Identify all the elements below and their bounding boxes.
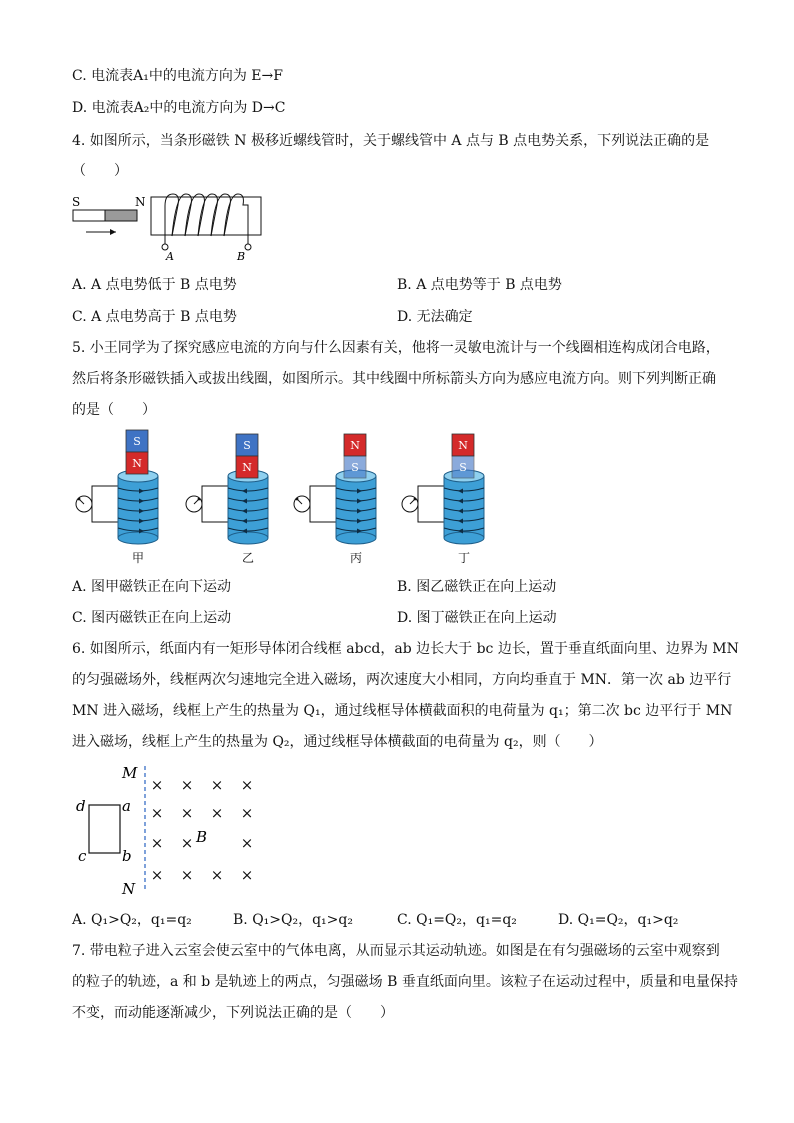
boundary-m-label: M xyxy=(122,764,138,782)
magnet-s-half xyxy=(73,210,105,221)
field-b-label: B xyxy=(196,828,208,846)
panel-1 xyxy=(76,430,158,565)
q6-stem-line-1: 6. 如图所示，纸面内有一矩形导体闭合线框 abcd，ab 边长大于 bc 边长，置于垂直纸面向里、边界为 MN xyxy=(72,641,739,657)
motion-arrow-icon xyxy=(86,229,116,235)
circuit-wire xyxy=(92,486,118,522)
corner-a-label: a xyxy=(122,797,131,815)
field-cross: × xyxy=(150,866,164,884)
circuit-wire xyxy=(418,486,444,522)
field-cross: × xyxy=(240,866,254,884)
q4-stem-line-1: 4. 如图所示，当条形磁铁 N 极移近螺线管时，关于螺线管中 A 点与 B 点电势关系，下列说法正确的是 xyxy=(72,133,710,149)
field-cross: × xyxy=(210,866,224,884)
field-cross: × xyxy=(240,776,254,794)
q5-coil-figure xyxy=(70,428,500,568)
coil-bottom xyxy=(444,532,484,544)
q3-option-c: C. 电流表A₁中的电流方向为 E→F xyxy=(72,68,283,84)
q6-option-c: C. Q₁=Q₂，q₁=q₂ xyxy=(397,912,517,928)
boundary-n-label: N xyxy=(122,880,136,898)
q5-stem-line-3: 的是（ ） xyxy=(72,402,156,418)
panel-caption: 丁 xyxy=(457,551,471,565)
magnet-n-label: N xyxy=(135,195,146,209)
q5-stem-line-1: 5. 小王同学为了探究感应电流的方向与什么因素有关，他将一灵敏电流计与一个线圈相连构成闭合电路， xyxy=(72,340,720,356)
circuit-wire xyxy=(202,486,228,522)
q6-option-b: B. Q₁>Q₂，q₁>q₂ xyxy=(233,912,353,928)
q5-option-c: C. 图丙磁铁正在向上运动 xyxy=(72,610,232,626)
magnet-top-label: S xyxy=(133,435,141,448)
q6-stem-line-2: 的匀强磁场外，线框两次匀速地完全进入磁场，两次速度大小相同，方向均垂直于 MN．第一次 ab 边平行 xyxy=(72,672,732,688)
field-cross: × xyxy=(180,834,194,852)
q5-option-b: B. 图乙磁铁正在向上运动 xyxy=(397,579,557,595)
q6-field-figure xyxy=(72,760,272,900)
magnet-bottom-label: N xyxy=(132,457,142,470)
q4-stem-line-2: （ ） xyxy=(72,163,128,179)
coil-body xyxy=(444,476,484,538)
magnet-n-half xyxy=(105,210,137,221)
coil-body xyxy=(336,476,376,538)
point-a-label: A xyxy=(166,250,174,262)
field-cross: × xyxy=(210,804,224,822)
q7-stem-line-3: 不变，而动能逐渐减少，下列说法正确的是（ ） xyxy=(72,1005,394,1021)
magnet-bottom-label: S xyxy=(459,461,467,474)
panel-4 xyxy=(402,434,484,565)
rectangular-loop xyxy=(89,805,120,853)
needle-tip xyxy=(414,498,417,501)
magnet-s-label: S xyxy=(72,195,81,209)
needle-tip xyxy=(78,498,81,501)
q5-stem-line-2: 然后将条形磁铁插入或拔出线圈，如图所示。其中线圈中所标箭头方向为感应电流方向。则下列判断正确 xyxy=(72,371,716,387)
q7-stem-line-1: 7. 带电粒子进入云室会使云室中的气体电离，从而显示其运动轨迹。如图是在有匀强磁场的云室中观察到 xyxy=(72,943,720,959)
field-cross: × xyxy=(180,776,194,794)
q6-option-d: D. Q₁=Q₂，q₁>q₂ xyxy=(558,912,679,928)
magnet-bottom-label: N xyxy=(242,461,252,474)
field-cross: × xyxy=(180,804,194,822)
panel-caption: 甲 xyxy=(131,551,145,565)
circuit-wire xyxy=(310,486,336,522)
field-cross: × xyxy=(240,804,254,822)
field-cross: × xyxy=(150,804,164,822)
q4-option-d: D. 无法确定 xyxy=(397,309,473,325)
field-cross: × xyxy=(150,776,164,794)
magnet-top-label: N xyxy=(350,439,360,452)
q5-option-a: A. 图甲磁铁正在向下运动 xyxy=(72,579,232,595)
field-cross: × xyxy=(240,834,254,852)
field-cross: × xyxy=(180,866,194,884)
q4-option-b: B. A 点电势等于 B 点电势 xyxy=(397,277,562,293)
q3-option-d: D. 电流表A₂中的电流方向为 D→C xyxy=(72,100,286,116)
coil-bottom xyxy=(228,532,268,544)
coil-bottom xyxy=(118,532,158,544)
q6-stem-line-4: 进入磁场，线框上产生的热量为 Q₂，通过线框导体横截面的电荷量为 q₂，则（ ） xyxy=(72,734,603,750)
panel-2 xyxy=(186,434,268,565)
point-b-label: B xyxy=(237,250,246,262)
q4-option-a: A. A 点电势低于 B 点电势 xyxy=(72,277,237,293)
field-cross: × xyxy=(150,834,164,852)
q6-option-a: A. Q₁>Q₂，q₁=q₂ xyxy=(72,912,192,928)
q4-option-c: C. A 点电势高于 B 点电势 xyxy=(72,309,237,325)
needle-tip xyxy=(198,498,201,501)
solenoid-coil xyxy=(165,194,248,244)
q6-stem-line-3: MN 进入磁场，线框上产生的热量为 Q₁，通过线框导体横截面积的电荷量为 q₁；第二次 bc 边平行于 MN xyxy=(72,703,733,719)
coil-bottom xyxy=(336,532,376,544)
magnet-top-label: S xyxy=(243,439,251,452)
solenoid-core xyxy=(151,197,261,235)
corner-c-label: c xyxy=(78,847,87,865)
q4-solenoid-figure xyxy=(72,192,272,262)
corner-b-label: b xyxy=(122,847,132,865)
coil-body xyxy=(118,476,158,538)
terminal-b xyxy=(245,244,251,250)
field-cross: × xyxy=(210,776,224,794)
q7-stem-line-2: 的粒子的轨迹，a 和 b 是轨迹上的两点，匀强磁场 B 垂直纸面向里。该粒子在运动过程中，质量和电量保持 xyxy=(72,974,738,990)
panel-3 xyxy=(294,434,376,565)
corner-d-label: d xyxy=(76,797,86,815)
magnet-bottom-label: S xyxy=(351,461,359,474)
panel-caption: 丙 xyxy=(349,551,363,565)
panel-caption: 乙 xyxy=(241,551,255,565)
magnet-top-label: N xyxy=(458,439,468,452)
coil-body xyxy=(228,476,268,538)
needle-tip xyxy=(296,498,299,501)
q5-option-d: D. 图丁磁铁正在向上运动 xyxy=(397,610,557,626)
